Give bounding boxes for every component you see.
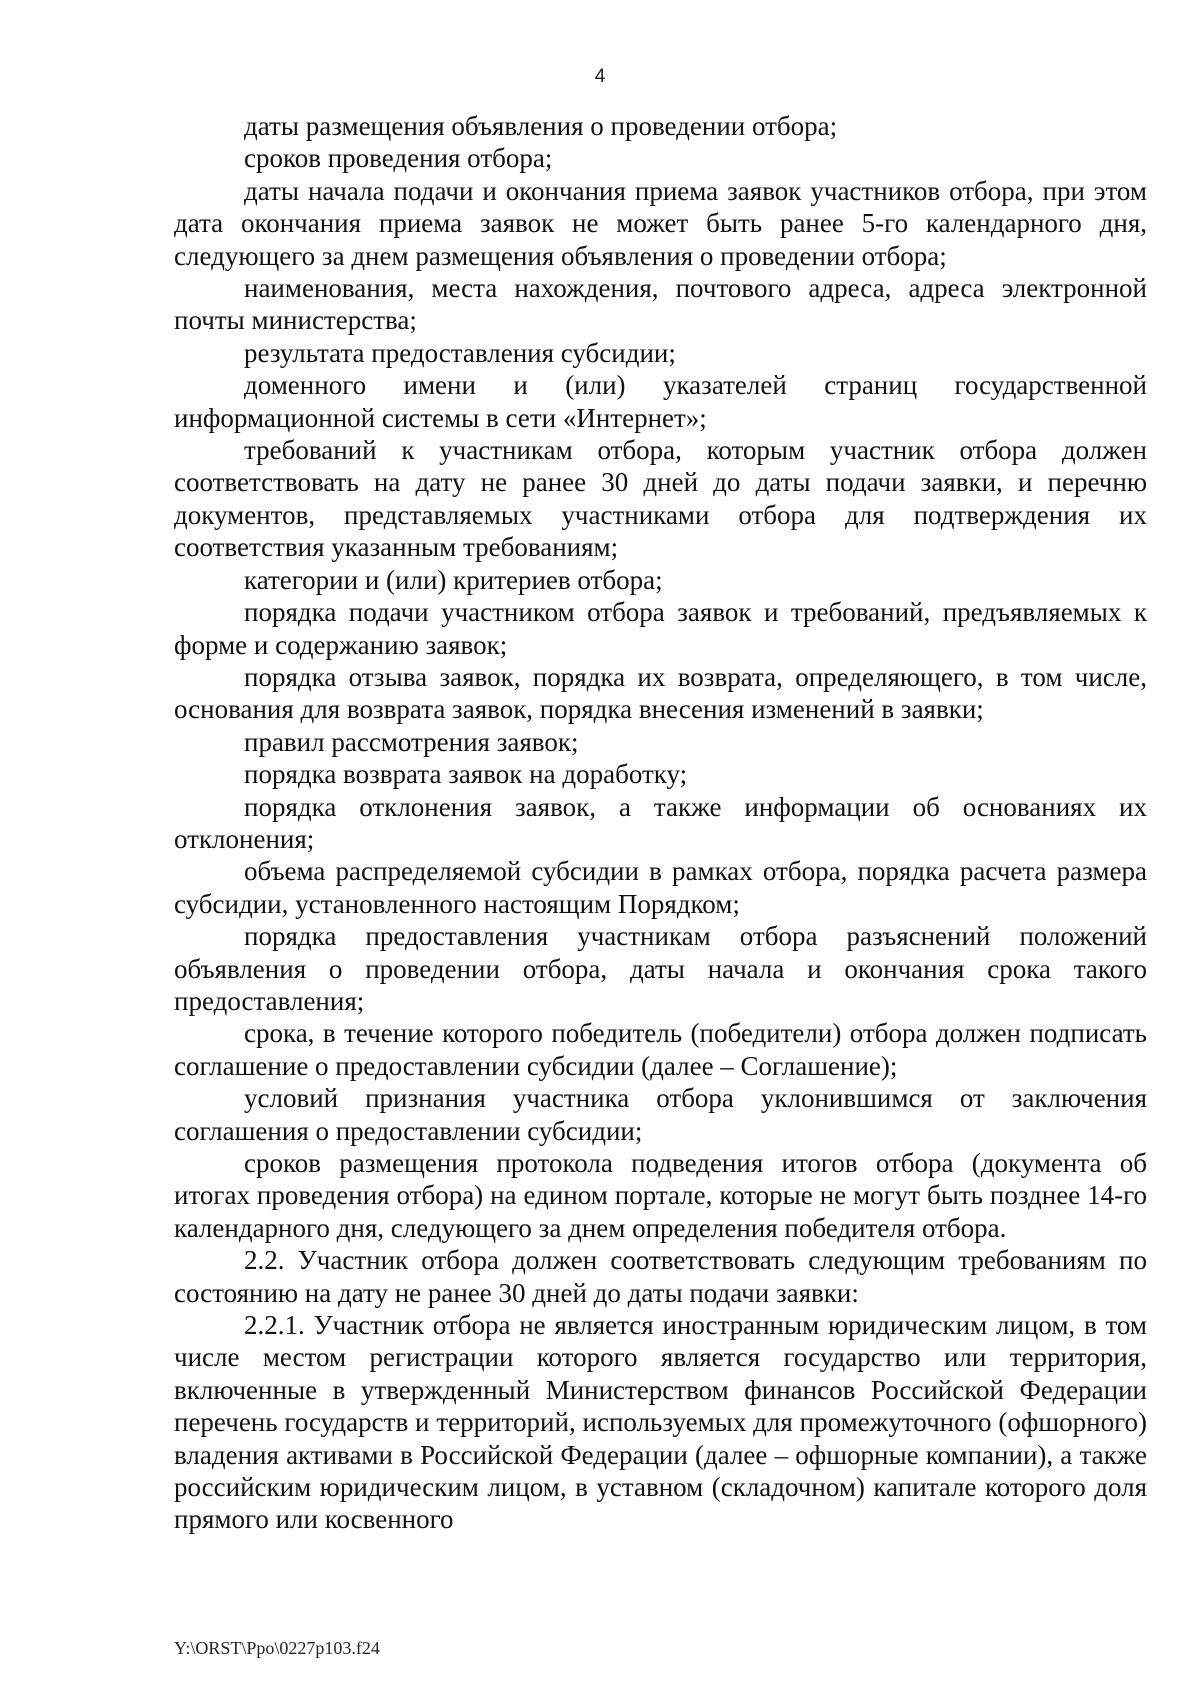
paragraph: порядка предоставления участникам отбора разъяснений положений объявления о проведении отбора, даты начала и окончания срока такого предоставления; xyxy=(174,921,1147,1016)
footer-file-path: Y:\ORST\Ppo\0227p103.f24 xyxy=(174,1638,380,1658)
paragraph: 2.2. Участник отбора должен соответствовать следующим требованиям по состоянию на дату не ранее 30 дней до даты подачи заявки: xyxy=(174,1245,1147,1308)
paragraph: условий признания участника отбора уклонившимся от заключения соглашения о предоставлении субсидии; xyxy=(174,1083,1147,1146)
paragraph: порядка отклонения заявок, а также информации об основаниях их отклонения; xyxy=(174,791,1147,854)
paragraph: требований к участникам отбора, которым участник отбора должен соответствовать на дату не ранее 30 дней до даты подачи заявки, и перечню документов, представляемых участниками отбора для подтверждения их соответствия указанным требованиям; xyxy=(174,435,1147,563)
document-body xyxy=(174,110,1147,1536)
paragraph: срока, в течение которого победитель (победители) отбора должен подписать соглашение о предоставлении субсидии (далее – Соглашение); xyxy=(174,1018,1147,1081)
paragraph: сроков размещения протокола подведения итогов отбора (документа об итогах проведения отбора) на едином портале, которые не могут быть позднее 14-го календарного дня, следующего за днем определения победителя отбора. xyxy=(174,1148,1147,1243)
paragraph: сроков проведения отбора; xyxy=(244,143,553,174)
paragraph: порядка возврата заявок на доработку; xyxy=(244,759,688,790)
paragraph: 2.2.1. Участник отбора не является иностранным юридическим лицом, в том числе местом регистрации которого является государство или территория, включенные в утвержденный Министерством финансов Российской Федерации перечень государств и территорий, используемых для промежуточного (офшорного) владения активами в Российской Федерации (далее – офшорные компании), а также российским юридическим лицом, в уставном (складочном) капитале которого доля прямого или косвенного xyxy=(174,1310,1147,1535)
paragraph: доменного имени и (или) указателей страниц государственной информационной системы в сети «Интернет»; xyxy=(174,370,1147,433)
paragraph: объема распределяемой субсидии в рамках отбора, порядка расчета размера субсидии, установленного настоящим Порядком; xyxy=(174,856,1147,919)
paragraph: правил рассмотрения заявок; xyxy=(244,726,579,757)
paragraph: порядка отзыва заявок, порядка их возврата, определяющего, в том числе, основания для возврата заявок, порядка внесения изменений в заявки; xyxy=(174,661,1147,725)
paragraph: даты начала подачи и окончания приема заявок участников отбора, при этом дата окончания приема заявок не может быть ранее 5-го календарного дня, следующего за днем размещения объявления о проведении отбора; xyxy=(174,175,1147,271)
paragraph: порядка подачи участником отбора заявок и требований, предъявляемых к форме и содержанию заявок; xyxy=(174,597,1147,660)
paragraph: результата предоставления субсидии; xyxy=(244,337,676,368)
page-number: 4 xyxy=(594,66,606,87)
paragraph: категории и (или) критериев отбора; xyxy=(244,564,663,595)
paragraph: наименования, места нахождения, почтового адреса, адреса электронной почты министерства; xyxy=(174,273,1147,336)
paragraph: даты размещения объявления о проведении отбора; xyxy=(244,111,838,141)
